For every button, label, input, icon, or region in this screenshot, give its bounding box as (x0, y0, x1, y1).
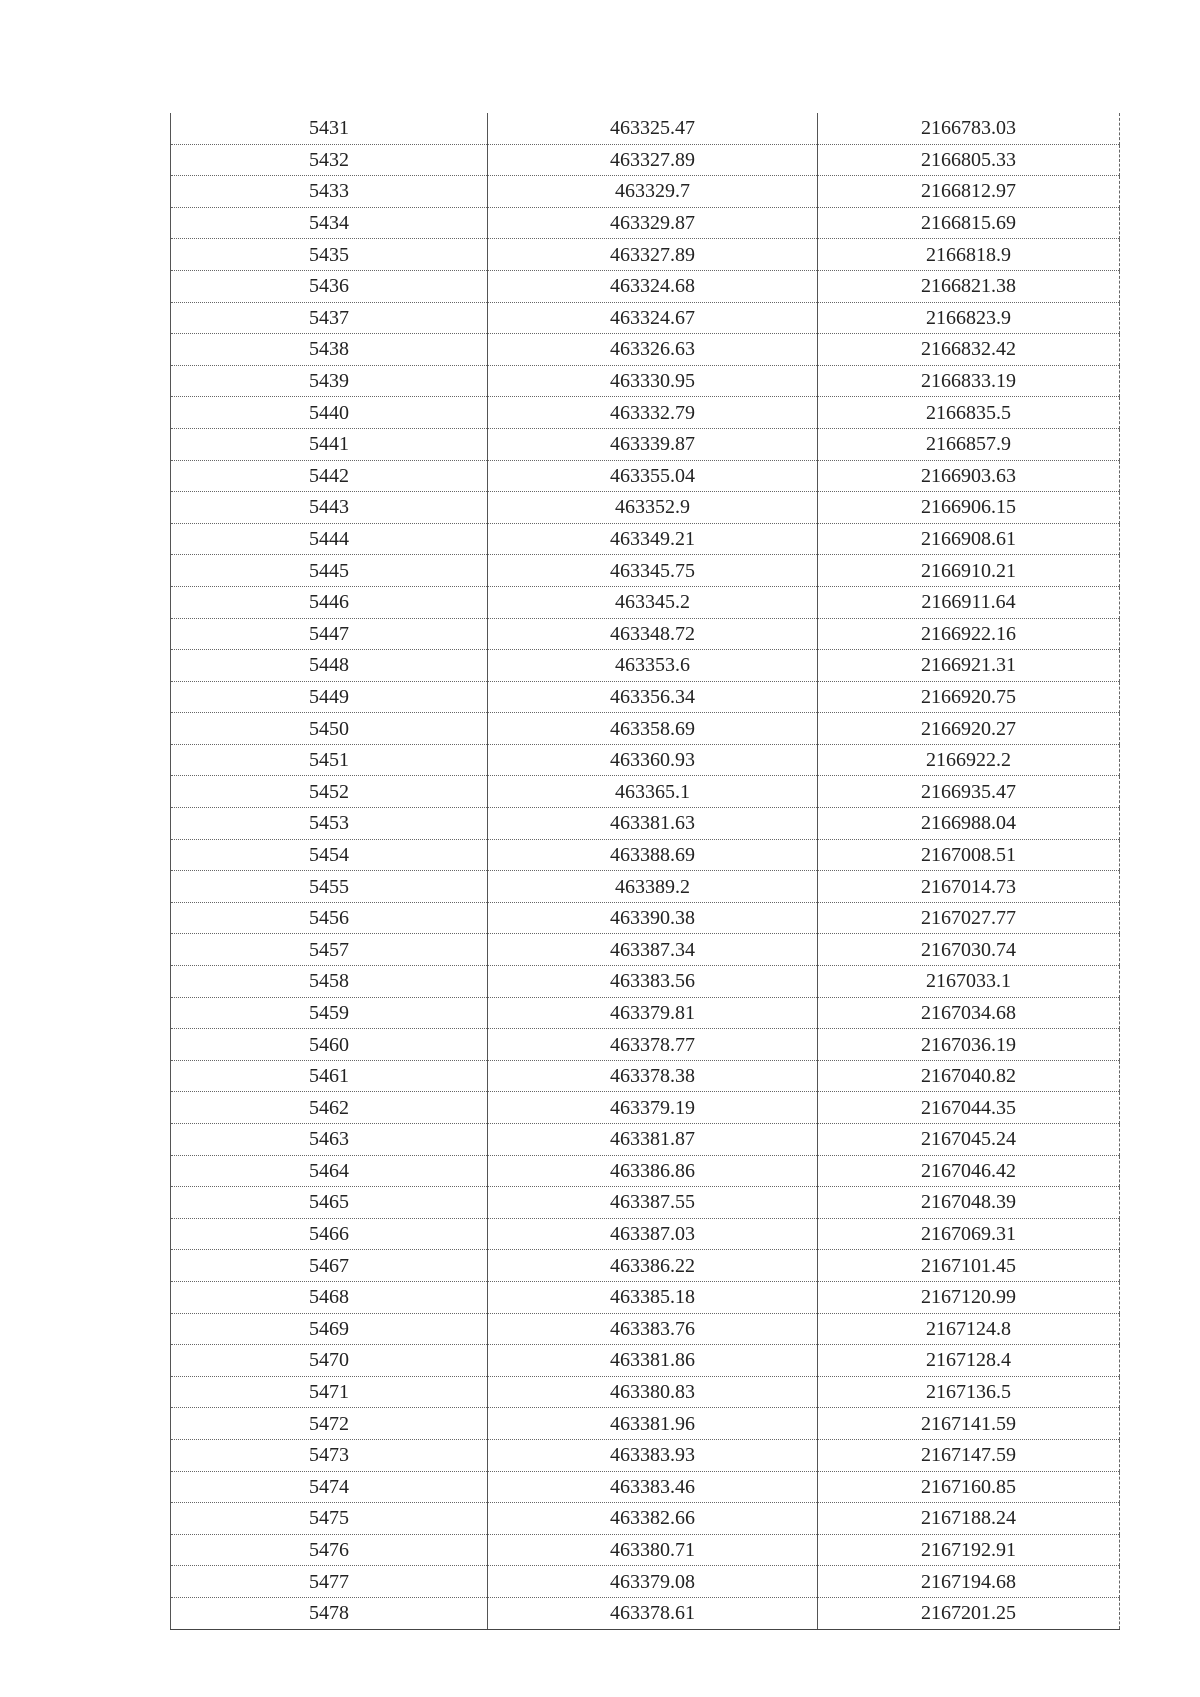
x-coordinate-cell: 463385.18 (488, 1281, 818, 1313)
table-row (171, 1345, 1120, 1377)
point-id-cell: 5471 (171, 1376, 488, 1408)
table-row (171, 1376, 1120, 1408)
point-id-cell: 5444 (171, 523, 488, 555)
point-id-cell: 5461 (171, 1060, 488, 1092)
point-id-cell: 5477 (171, 1566, 488, 1598)
y-coordinate-cell: 2166815.69 (818, 207, 1120, 239)
y-coordinate-cell: 2166835.5 (818, 397, 1120, 429)
table-row (171, 713, 1120, 745)
table-row (171, 365, 1120, 397)
table-row (171, 1503, 1120, 1535)
x-coordinate-cell: 463390.38 (488, 902, 818, 934)
table-row (171, 681, 1120, 713)
table-row (171, 1439, 1120, 1471)
x-coordinate-cell: 463325.47 (488, 113, 818, 144)
point-id-cell: 5435 (171, 239, 488, 271)
x-coordinate-cell: 463387.03 (488, 1218, 818, 1250)
table-row (171, 744, 1120, 776)
table-row (171, 492, 1120, 524)
point-id-cell: 5462 (171, 1092, 488, 1124)
point-id-cell: 5432 (171, 144, 488, 176)
y-coordinate-cell: 2166805.33 (818, 144, 1120, 176)
point-id-cell: 5454 (171, 839, 488, 871)
table-row (171, 1029, 1120, 1061)
table-row (171, 618, 1120, 650)
table-row (171, 1155, 1120, 1187)
x-coordinate-cell: 463324.67 (488, 302, 818, 334)
point-id-cell: 5476 (171, 1534, 488, 1566)
x-coordinate-cell: 463381.63 (488, 808, 818, 840)
y-coordinate-cell: 2166906.15 (818, 492, 1120, 524)
table-row (171, 586, 1120, 618)
point-id-cell: 5447 (171, 618, 488, 650)
point-id-cell: 5440 (171, 397, 488, 429)
x-coordinate-cell: 463330.95 (488, 365, 818, 397)
x-coordinate-cell: 463381.96 (488, 1408, 818, 1440)
y-coordinate-cell: 2166783.03 (818, 113, 1120, 144)
x-coordinate-cell: 463388.69 (488, 839, 818, 871)
y-coordinate-cell: 2166921.31 (818, 650, 1120, 682)
table-row (171, 1250, 1120, 1282)
x-coordinate-cell: 463383.93 (488, 1439, 818, 1471)
x-coordinate-cell: 463353.6 (488, 650, 818, 682)
x-coordinate-cell: 463383.56 (488, 966, 818, 998)
y-coordinate-cell: 2166922.16 (818, 618, 1120, 650)
y-coordinate-cell: 2167101.45 (818, 1250, 1120, 1282)
table-row (171, 523, 1120, 555)
point-id-cell: 5437 (171, 302, 488, 334)
point-id-cell: 5446 (171, 586, 488, 618)
table-row (171, 1597, 1120, 1629)
x-coordinate-cell: 463379.08 (488, 1566, 818, 1598)
table-row (171, 1060, 1120, 1092)
point-id-cell: 5433 (171, 176, 488, 208)
point-id-cell: 5472 (171, 1408, 488, 1440)
y-coordinate-cell: 2167128.4 (818, 1345, 1120, 1377)
y-coordinate-cell: 2167147.59 (818, 1439, 1120, 1471)
point-id-cell: 5460 (171, 1029, 488, 1061)
y-coordinate-cell: 2167201.25 (818, 1597, 1120, 1629)
point-id-cell: 5453 (171, 808, 488, 840)
y-coordinate-cell: 2166821.38 (818, 270, 1120, 302)
y-coordinate-cell: 2166988.04 (818, 808, 1120, 840)
x-coordinate-cell: 463329.7 (488, 176, 818, 208)
point-id-cell: 5463 (171, 1124, 488, 1156)
y-coordinate-cell: 2166920.27 (818, 713, 1120, 745)
y-coordinate-cell: 2167192.91 (818, 1534, 1120, 1566)
table-row (171, 144, 1120, 176)
y-coordinate-cell: 2166935.47 (818, 776, 1120, 808)
point-id-cell: 5464 (171, 1155, 488, 1187)
point-id-cell: 5438 (171, 334, 488, 366)
x-coordinate-cell: 463327.89 (488, 239, 818, 271)
point-id-cell: 5455 (171, 871, 488, 903)
y-coordinate-cell: 2167141.59 (818, 1408, 1120, 1440)
point-id-cell: 5473 (171, 1439, 488, 1471)
table-row (171, 555, 1120, 587)
y-coordinate-cell: 2167046.42 (818, 1155, 1120, 1187)
y-coordinate-cell: 2167124.8 (818, 1313, 1120, 1345)
point-id-cell: 5468 (171, 1281, 488, 1313)
x-coordinate-cell: 463386.86 (488, 1155, 818, 1187)
x-coordinate-cell: 463379.19 (488, 1092, 818, 1124)
table-row (171, 776, 1120, 808)
point-id-cell: 5467 (171, 1250, 488, 1282)
x-coordinate-cell: 463345.2 (488, 586, 818, 618)
x-coordinate-cell: 463383.46 (488, 1471, 818, 1503)
x-coordinate-cell: 463332.79 (488, 397, 818, 429)
y-coordinate-cell: 2167136.5 (818, 1376, 1120, 1408)
coordinate-table (170, 113, 1120, 1630)
y-coordinate-cell: 2166833.19 (818, 365, 1120, 397)
table-row (171, 997, 1120, 1029)
x-coordinate-cell: 463355.04 (488, 460, 818, 492)
point-id-cell: 5478 (171, 1597, 488, 1629)
table-row (171, 176, 1120, 208)
x-coordinate-cell: 463358.69 (488, 713, 818, 745)
point-id-cell: 5466 (171, 1218, 488, 1250)
y-coordinate-cell: 2166812.97 (818, 176, 1120, 208)
x-coordinate-cell: 463382.66 (488, 1503, 818, 1535)
point-id-cell: 5452 (171, 776, 488, 808)
y-coordinate-cell: 2166922.2 (818, 744, 1120, 776)
point-id-cell: 5439 (171, 365, 488, 397)
table-row (171, 1566, 1120, 1598)
y-coordinate-cell: 2167188.24 (818, 1503, 1120, 1535)
point-id-cell: 5456 (171, 902, 488, 934)
point-id-cell: 5431 (171, 113, 488, 144)
table-row (171, 934, 1120, 966)
table-row (171, 1313, 1120, 1345)
x-coordinate-cell: 463348.72 (488, 618, 818, 650)
x-coordinate-cell: 463339.87 (488, 428, 818, 460)
point-id-cell: 5448 (171, 650, 488, 682)
y-coordinate-cell: 2166832.42 (818, 334, 1120, 366)
y-coordinate-cell: 2167027.77 (818, 902, 1120, 934)
table-row (171, 1471, 1120, 1503)
y-coordinate-cell: 2167033.1 (818, 966, 1120, 998)
y-coordinate-cell: 2167030.74 (818, 934, 1120, 966)
point-id-cell: 5465 (171, 1187, 488, 1219)
table-row (171, 334, 1120, 366)
x-coordinate-cell: 463383.76 (488, 1313, 818, 1345)
y-coordinate-cell: 2167044.35 (818, 1092, 1120, 1124)
x-coordinate-cell: 463349.21 (488, 523, 818, 555)
table-row (171, 1092, 1120, 1124)
y-coordinate-cell: 2167008.51 (818, 839, 1120, 871)
x-coordinate-cell: 463389.2 (488, 871, 818, 903)
x-coordinate-cell: 463352.9 (488, 492, 818, 524)
table-row (171, 966, 1120, 998)
point-id-cell: 5436 (171, 270, 488, 302)
point-id-cell: 5458 (171, 966, 488, 998)
y-coordinate-cell: 2167120.99 (818, 1281, 1120, 1313)
point-id-cell: 5469 (171, 1313, 488, 1345)
table-row (171, 1534, 1120, 1566)
table-row (171, 839, 1120, 871)
x-coordinate-cell: 463386.22 (488, 1250, 818, 1282)
x-coordinate-cell: 463356.34 (488, 681, 818, 713)
table-row (171, 1187, 1120, 1219)
table-row (171, 1408, 1120, 1440)
point-id-cell: 5443 (171, 492, 488, 524)
point-id-cell: 5449 (171, 681, 488, 713)
table-row (171, 1281, 1120, 1313)
y-coordinate-cell: 2167045.24 (818, 1124, 1120, 1156)
point-id-cell: 5457 (171, 934, 488, 966)
table-row (171, 871, 1120, 903)
x-coordinate-cell: 463380.83 (488, 1376, 818, 1408)
table-row (171, 207, 1120, 239)
point-id-cell: 5474 (171, 1471, 488, 1503)
x-coordinate-cell: 463381.87 (488, 1124, 818, 1156)
y-coordinate-cell: 2166903.63 (818, 460, 1120, 492)
y-coordinate-cell: 2166857.9 (818, 428, 1120, 460)
table-row (171, 397, 1120, 429)
y-coordinate-cell: 2167194.68 (818, 1566, 1120, 1598)
point-id-cell: 5459 (171, 997, 488, 1029)
point-id-cell: 5450 (171, 713, 488, 745)
table-row (171, 650, 1120, 682)
table-row (171, 270, 1120, 302)
x-coordinate-cell: 463379.81 (488, 997, 818, 1029)
y-coordinate-cell: 2167069.31 (818, 1218, 1120, 1250)
x-coordinate-cell: 463365.1 (488, 776, 818, 808)
x-coordinate-cell: 463387.34 (488, 934, 818, 966)
x-coordinate-cell: 463378.61 (488, 1597, 818, 1629)
table-row (171, 239, 1120, 271)
point-id-cell: 5445 (171, 555, 488, 587)
y-coordinate-cell: 2166920.75 (818, 681, 1120, 713)
y-coordinate-cell: 2167040.82 (818, 1060, 1120, 1092)
table-row (171, 902, 1120, 934)
x-coordinate-cell: 463329.87 (488, 207, 818, 239)
x-coordinate-cell: 463380.71 (488, 1534, 818, 1566)
x-coordinate-cell: 463387.55 (488, 1187, 818, 1219)
y-coordinate-cell: 2167160.85 (818, 1471, 1120, 1503)
point-id-cell: 5470 (171, 1345, 488, 1377)
point-id-cell: 5442 (171, 460, 488, 492)
coordinate-table-body (171, 113, 1120, 1629)
y-coordinate-cell: 2166818.9 (818, 239, 1120, 271)
y-coordinate-cell: 2166908.61 (818, 523, 1120, 555)
table-row (171, 1218, 1120, 1250)
y-coordinate-cell: 2167014.73 (818, 871, 1120, 903)
x-coordinate-cell: 463324.68 (488, 270, 818, 302)
point-id-cell: 5475 (171, 1503, 488, 1535)
table-row (171, 302, 1120, 334)
table-row (171, 1124, 1120, 1156)
y-coordinate-cell: 2166823.9 (818, 302, 1120, 334)
x-coordinate-cell: 463381.86 (488, 1345, 818, 1377)
y-coordinate-cell: 2167036.19 (818, 1029, 1120, 1061)
point-id-cell: 5434 (171, 207, 488, 239)
point-id-cell: 5441 (171, 428, 488, 460)
table-row (171, 460, 1120, 492)
x-coordinate-cell: 463326.63 (488, 334, 818, 366)
x-coordinate-cell: 463345.75 (488, 555, 818, 587)
point-id-cell: 5451 (171, 744, 488, 776)
table-row (171, 113, 1120, 144)
x-coordinate-cell: 463327.89 (488, 144, 818, 176)
y-coordinate-cell: 2166911.64 (818, 586, 1120, 618)
y-coordinate-cell: 2166910.21 (818, 555, 1120, 587)
table-row (171, 808, 1120, 840)
x-coordinate-cell: 463360.93 (488, 744, 818, 776)
table-row (171, 428, 1120, 460)
y-coordinate-cell: 2167048.39 (818, 1187, 1120, 1219)
x-coordinate-cell: 463378.38 (488, 1060, 818, 1092)
y-coordinate-cell: 2167034.68 (818, 997, 1120, 1029)
x-coordinate-cell: 463378.77 (488, 1029, 818, 1061)
